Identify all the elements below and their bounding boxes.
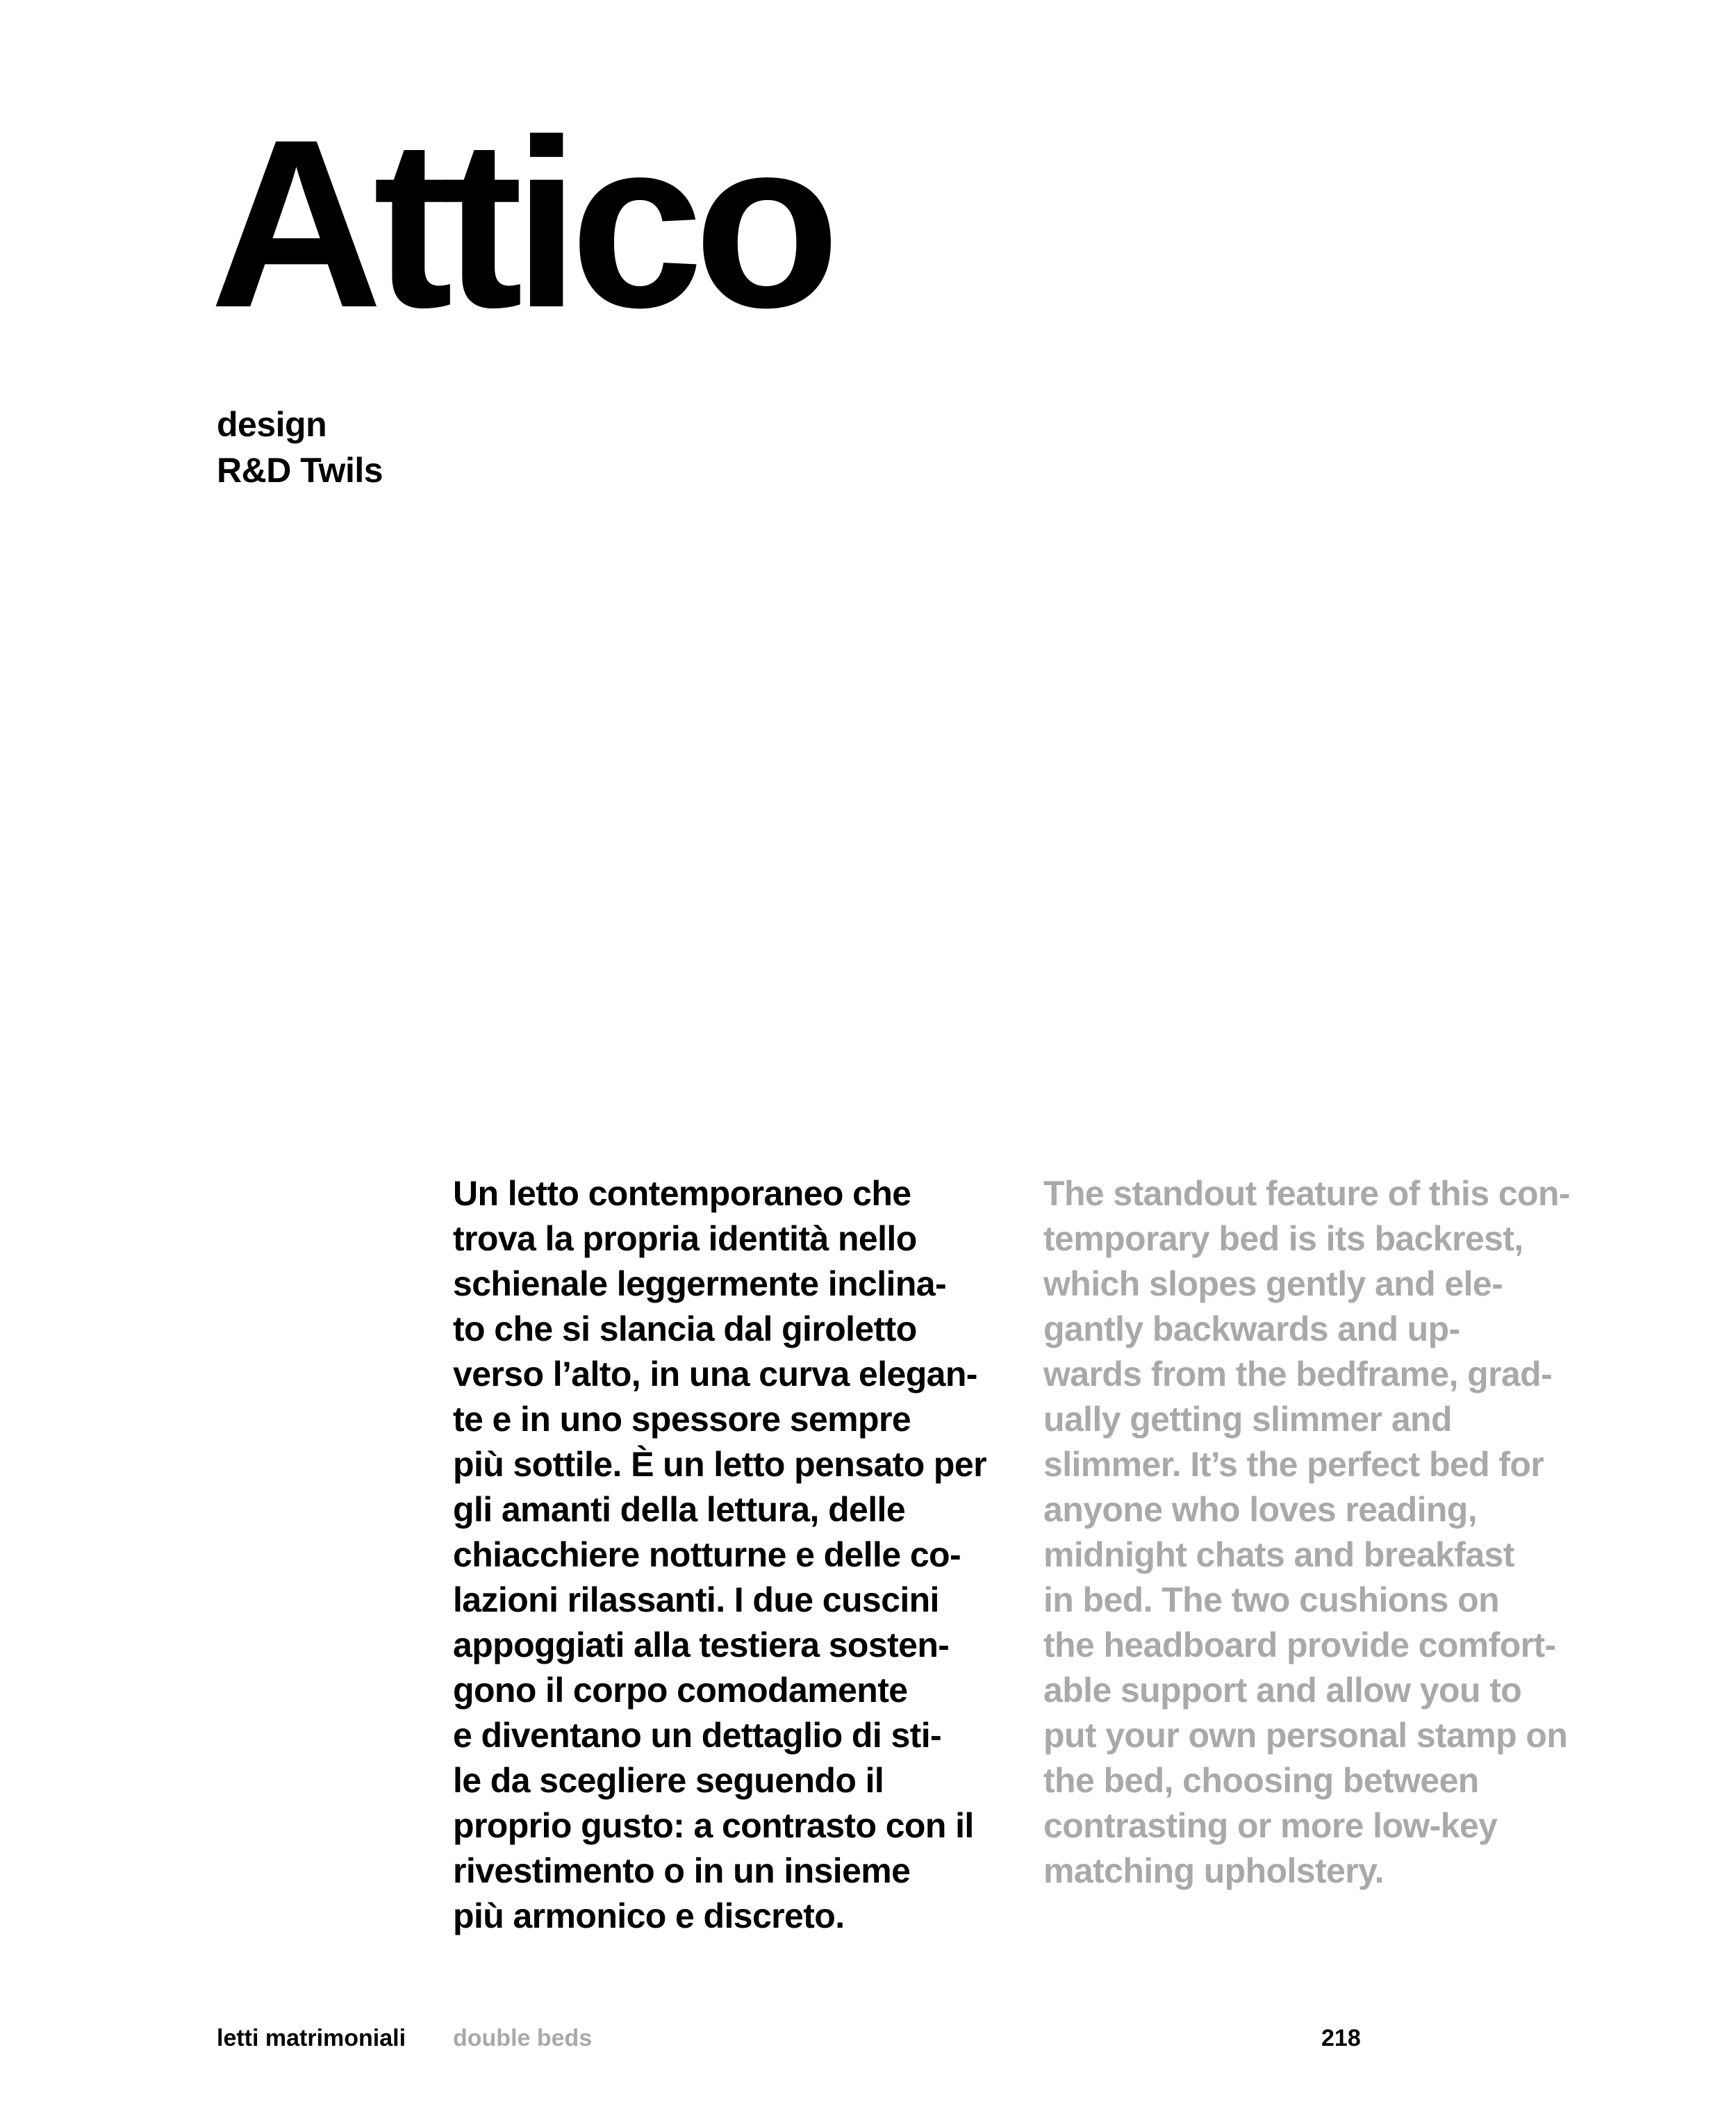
text-line: put your own personal stamp on: [1043, 1716, 1568, 1755]
text-line: proprio gusto: a contrasto con il: [453, 1806, 974, 1845]
footer-category-english: double beds: [453, 2025, 593, 2051]
page-title: Attico: [210, 90, 831, 358]
text-line: The standout feature of this con-: [1043, 1174, 1570, 1213]
text-line: able support and allow you to: [1043, 1671, 1522, 1710]
text-line: più sottile. È un letto pensato per: [453, 1445, 986, 1484]
text-line: gli amanti della lettura, delle: [453, 1490, 906, 1529]
text-line: schienale leggermente inclina-: [453, 1264, 947, 1303]
text-line: anyone who loves reading,: [1043, 1490, 1478, 1529]
text-line: te e in uno spessore sempre: [453, 1400, 911, 1439]
text-line: gantly backwards and up-: [1043, 1309, 1460, 1348]
text-line: ually getting slimmer and: [1043, 1400, 1452, 1439]
text-line: appoggiati alla testiera sosten-: [453, 1626, 950, 1664]
text-line: in bed. The two cushions on: [1043, 1580, 1500, 1619]
page-number: 218: [1321, 2025, 1361, 2051]
text-line: matching upholstery.: [1043, 1851, 1384, 1890]
text-line: verso l’alto, in una curva elegan-: [453, 1355, 977, 1394]
description-italian: [453, 1171, 986, 1939]
text-line: Un letto contemporaneo che: [453, 1174, 911, 1213]
text-line: più armonico e discreto.: [453, 1896, 845, 1935]
text-line: contrasting or more low-key: [1043, 1806, 1498, 1845]
footer-category-italian: letti matrimoniali: [217, 2025, 406, 2051]
designer-label: design: [217, 405, 327, 444]
text-line: le da scegliere seguendo il: [453, 1761, 884, 1800]
text-line: wards from the bedframe, grad-: [1043, 1355, 1553, 1394]
text-line: the bed, choosing between: [1043, 1761, 1479, 1800]
text-line: gono il corpo comodamente: [453, 1671, 908, 1710]
text-line: temporary bed is its backrest,: [1043, 1219, 1523, 1258]
text-line: chiacchiere notturne e delle co-: [453, 1535, 961, 1574]
designer-credit: [217, 402, 383, 493]
text-line: e diventano un dettaglio di sti-: [453, 1716, 942, 1755]
description-english: [1043, 1171, 1570, 1894]
text-line: rivestimento o in un insieme: [453, 1851, 911, 1890]
text-line: the headboard provide comfort-: [1043, 1626, 1556, 1664]
text-line: lazioni rilassanti. I due cuscini: [453, 1580, 939, 1619]
text-line: which slopes gently and ele-: [1043, 1264, 1503, 1303]
text-line: to che si slancia dal giroletto: [453, 1309, 917, 1348]
designer-name: R&D Twils: [217, 451, 383, 490]
text-line: slimmer. It’s the perfect bed for: [1043, 1445, 1544, 1484]
text-line: trova la propria identità nello: [453, 1219, 917, 1258]
text-line: midnight chats and breakfast: [1043, 1535, 1514, 1574]
